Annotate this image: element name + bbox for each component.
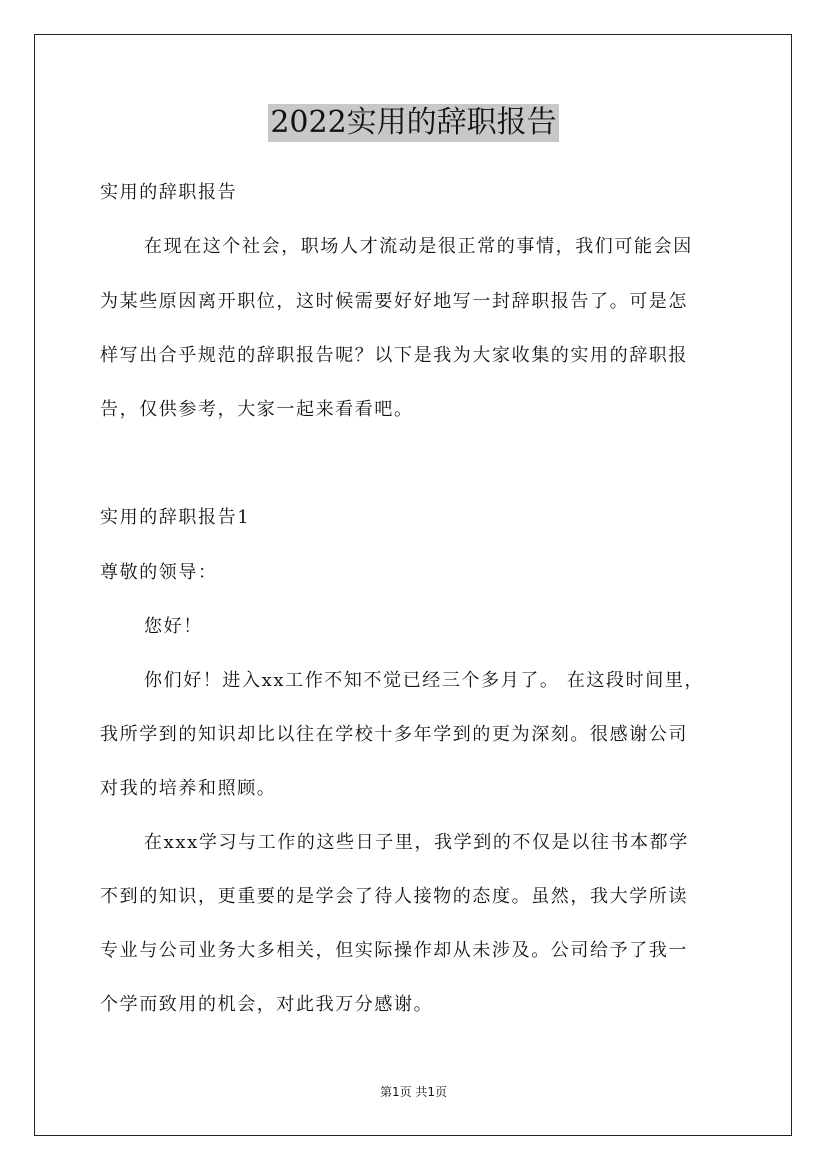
document-title: 2022实用的辞职报告 bbox=[270, 105, 557, 140]
paragraph2-line-3: 专业与公司业务大多相关，但实际操作却从未涉及。公司给予了我一 bbox=[100, 940, 688, 961]
paragraph2-line-2: 不到的知识，更重要的是学会了待人接物的态度。虽然，我大学所读 bbox=[100, 886, 688, 907]
intro-line-3: 样写出合乎规范的辞职报告呢？以下是我为大家收集的实用的辞职报 bbox=[100, 345, 688, 366]
paragraph2-line-4: 个学而致用的机会，对此我万分感谢。 bbox=[100, 994, 434, 1015]
page-footer: 第1页 共1页 bbox=[379, 1085, 448, 1099]
intro-line-1: 在现在这个社会，职场人才流动是很正常的事情，我们可能会因 bbox=[144, 236, 693, 257]
paragraph1-line-2: 我所学到的知识却比以往在学校十多年学到的更为深刻。很感谢公司 bbox=[100, 724, 688, 745]
paragraph1-line-3: 对我的培养和照顾。 bbox=[100, 778, 277, 799]
paragraph1-line-1: 你们好！进入xx工作不知不觉已经三个多月了。 在这段时间里， bbox=[144, 670, 705, 691]
document-subtitle: 实用的辞职报告 bbox=[100, 182, 238, 203]
salutation: 尊敬的领导： bbox=[100, 562, 218, 583]
greeting: 您好！ bbox=[144, 616, 203, 637]
section-heading: 实用的辞职报告1 bbox=[100, 507, 251, 528]
intro-line-4: 告，仅供参考，大家一起来看看吧。 bbox=[100, 399, 414, 420]
paragraph2-line-1: 在xxx学习与工作的这些日子里，我学到的不仅是以往书本都学 bbox=[144, 832, 689, 853]
title-container bbox=[0, 104, 827, 142]
intro-line-2: 为某些原因离开职位，这时候需要好好地写一封辞职报告了。可是怎 bbox=[100, 291, 688, 312]
